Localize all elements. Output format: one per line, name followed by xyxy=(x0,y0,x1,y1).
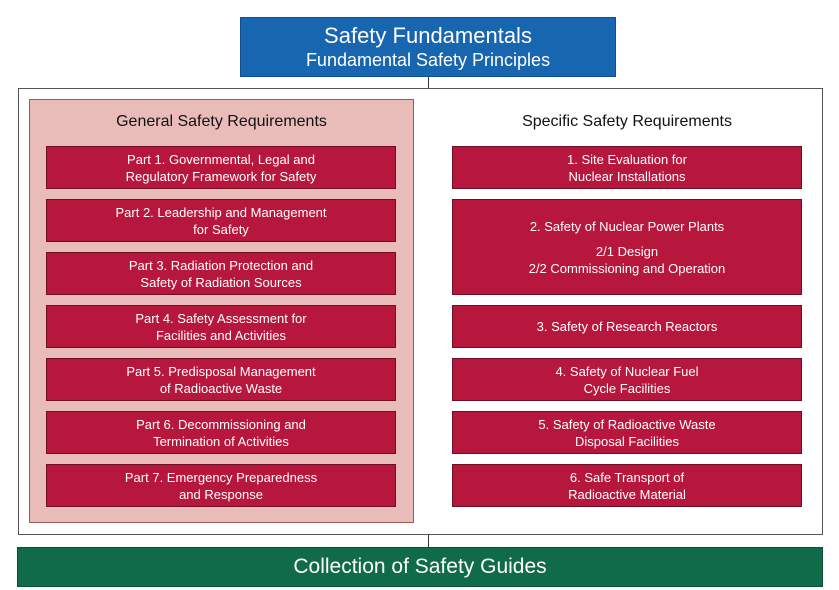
specific-requirement-6-line1: 6. Safe Transport of xyxy=(569,469,685,485)
general-requirement-part-4-line1: Part 4. Safety Assessment for xyxy=(135,310,307,326)
general-requirement-part-1-line1: Part 1. Governmental, Legal and xyxy=(127,151,315,167)
general-requirement-part-7-line1: Part 7. Emergency Preparedness xyxy=(124,469,318,485)
general-requirement-part-7 xyxy=(46,464,396,507)
general-requirement-part-5-line1: Part 5. Predisposal Management xyxy=(126,363,316,379)
specific-requirement-5-line1: 5. Safety of Radioactive Waste xyxy=(538,416,716,432)
specific-requirement-2-line1: 2. Safety of Nuclear Power Plants xyxy=(529,218,725,234)
specific-requirement-2 xyxy=(452,199,802,295)
general-requirement-part-2-line1: Part 2. Leadership and Management xyxy=(115,204,327,220)
specific-requirement-4-line1: 4. Safety of Nuclear Fuel xyxy=(555,363,699,379)
specific-requirement-5 xyxy=(452,411,802,454)
specific-requirement-3 xyxy=(452,305,802,348)
collection-of-safety-guides-box xyxy=(17,547,823,587)
top-connector-line xyxy=(428,77,429,88)
specific-requirement-1 xyxy=(452,146,802,189)
general-requirement-part-4 xyxy=(46,305,396,348)
specific-requirement-6 xyxy=(452,464,802,507)
general-requirement-part-6 xyxy=(46,411,396,454)
general-requirement-part-2-line2: for Safety xyxy=(193,221,249,237)
specific-requirement-6-line2: Radioactive Material xyxy=(568,486,686,502)
general-requirement-part-3 xyxy=(46,252,396,295)
general-requirement-part-6-line2: Termination of Activities xyxy=(153,433,289,449)
general-requirement-part-7-line2: and Response xyxy=(179,486,263,502)
collection-of-safety-guides-label: Collection of Safety Guides xyxy=(293,555,547,578)
specific-requirement-5-line2: Disposal Facilities xyxy=(574,433,680,449)
safety-fundamentals-title: Safety Fundamentals xyxy=(324,23,532,48)
specific-requirement-4-line2: Cycle Facilities xyxy=(583,380,671,396)
specific-requirement-2-commissioning: 2/2 Commissioning and Operation xyxy=(528,260,726,276)
specific-requirement-4 xyxy=(452,358,802,401)
specific-requirement-2-design: 2/1 Design xyxy=(595,243,659,259)
general-requirement-part-2 xyxy=(46,199,396,242)
specific-requirement-1-line1: 1. Site Evaluation for xyxy=(567,151,687,167)
general-requirement-part-5-line2: of Radioactive Waste xyxy=(159,380,283,396)
safety-fundamentals-box xyxy=(240,17,616,77)
specific-safety-requirements-title: Specific Safety Requirements xyxy=(522,113,732,130)
general-requirement-part-3-line1: Part 3. Radiation Protection and xyxy=(128,257,314,273)
general-requirement-part-4-line2: Facilities and Activities xyxy=(155,327,287,343)
fundamental-safety-principles-subtitle: Fundamental Safety Principles xyxy=(305,50,551,70)
general-requirement-part-6-line1: Part 6. Decommissioning and xyxy=(136,416,306,432)
general-safety-requirements-title: General Safety Requirements xyxy=(116,113,327,130)
bottom-connector-line xyxy=(428,535,429,547)
general-requirement-part-1-line2: Regulatory Framework for Safety xyxy=(125,168,317,184)
general-requirement-part-5 xyxy=(46,358,396,401)
general-requirement-part-3-line2: Safety of Radiation Sources xyxy=(140,274,302,290)
general-requirement-part-1 xyxy=(46,146,396,189)
specific-requirement-3-line1: 3. Safety of Research Reactors xyxy=(536,319,718,334)
specific-requirement-1-line2: Nuclear Installations xyxy=(568,168,686,184)
